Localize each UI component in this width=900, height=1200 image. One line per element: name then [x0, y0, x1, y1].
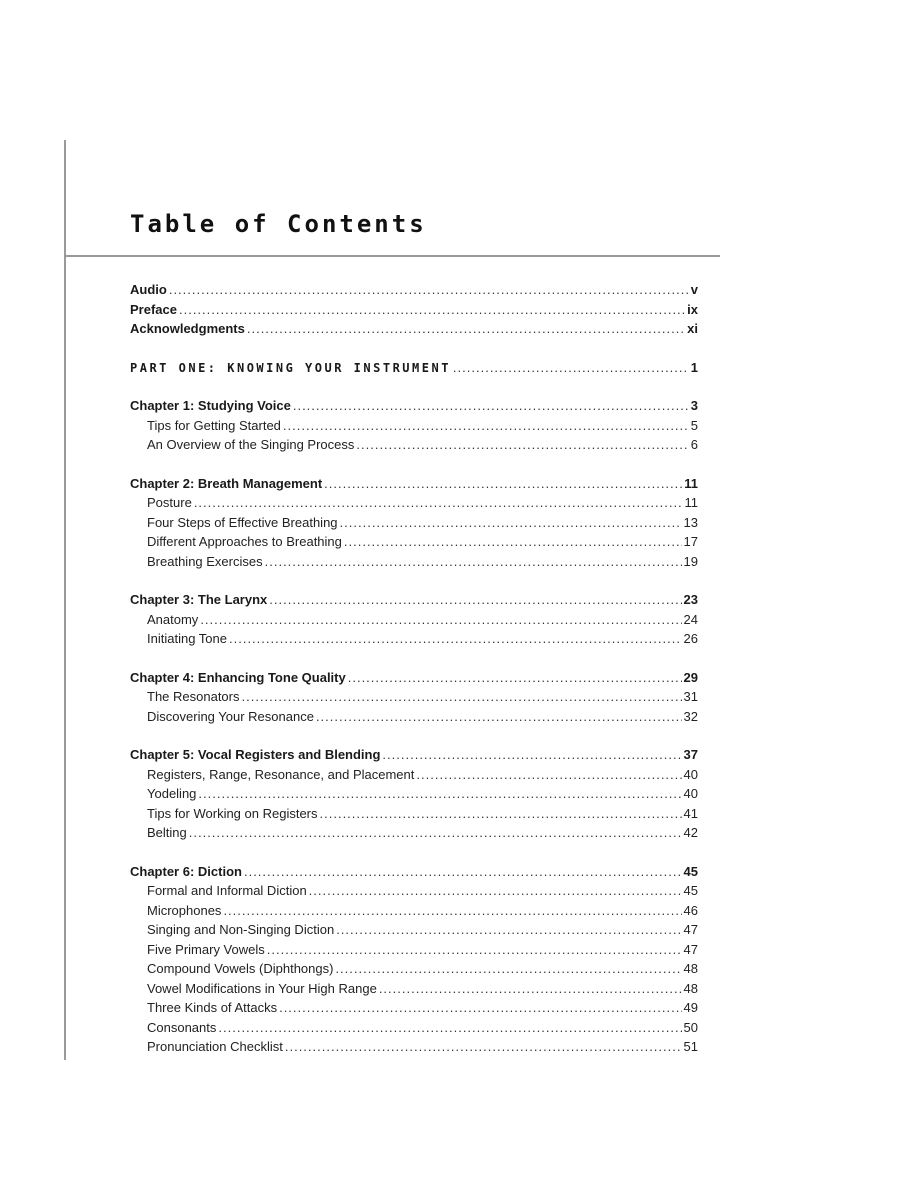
- toc-entry[interactable]: [130, 474, 698, 494]
- vertical-rule: [64, 140, 66, 1060]
- toc-page-number: 45: [683, 883, 698, 898]
- toc-group: [130, 474, 698, 572]
- toc-page-number: 48: [683, 961, 698, 976]
- toc-page-number: 46: [683, 902, 698, 918]
- toc-group: [130, 358, 698, 378]
- dot-leader: [340, 513, 682, 533]
- dot-leader: [356, 435, 688, 455]
- toc-subentry[interactable]: [130, 998, 698, 1018]
- toc-entry-label: Formal and Informal Diction: [147, 883, 307, 898]
- toc-page-number: 3: [690, 398, 698, 413]
- dot-leader: [309, 881, 682, 901]
- toc-entry-label: Anatomy: [147, 611, 199, 627]
- toc-page-number: 29: [683, 669, 698, 685]
- toc-entry-label: Breathing Exercises: [147, 553, 263, 569]
- toc-subentry[interactable]: [130, 823, 698, 843]
- dot-leader: [179, 300, 685, 320]
- horizontal-rule: [64, 255, 720, 257]
- toc-entry-label: Microphones: [147, 902, 222, 918]
- dot-leader: [200, 610, 681, 630]
- toc-subentry[interactable]: [130, 784, 698, 804]
- toc-entry[interactable]: [130, 319, 698, 339]
- toc-page-number: 26: [683, 631, 698, 646]
- toc-entry-label: Chapter 1: Studying Voice: [130, 398, 291, 413]
- toc-entry-label: Pronunciation Checklist: [147, 1039, 283, 1054]
- dot-leader: [453, 358, 689, 378]
- toc-page-number: 13: [683, 514, 698, 530]
- toc-page-number: ix: [687, 301, 698, 317]
- toc-entry-label: Audio: [130, 282, 167, 297]
- toc-entry-label: Compound Vowels (Diphthongs): [147, 961, 334, 976]
- toc-page-number: xi: [687, 321, 698, 336]
- dot-leader: [269, 590, 681, 610]
- toc-page-number: 24: [683, 611, 698, 627]
- dot-leader: [198, 784, 681, 804]
- dot-leader: [416, 765, 681, 785]
- toc-page-number: 45: [683, 863, 698, 879]
- toc-page-number: 50: [683, 1019, 698, 1035]
- toc-page-number: 49: [683, 1000, 698, 1015]
- toc-group: [130, 590, 698, 649]
- toc-entry[interactable]: [130, 300, 698, 320]
- dot-leader: [229, 629, 682, 649]
- toc-entry-label: Tips for Getting Started: [147, 417, 281, 433]
- dot-leader: [344, 532, 682, 552]
- dot-leader: [244, 862, 682, 882]
- toc-page-number: 48: [683, 980, 698, 996]
- toc-entry-label: Five Primary Vowels: [147, 941, 265, 957]
- toc-subentry[interactable]: [130, 979, 698, 999]
- toc-subentry[interactable]: [130, 959, 698, 979]
- toc-page-number: v: [690, 282, 698, 297]
- toc-entry[interactable]: [130, 280, 698, 300]
- toc-entry-label: PART ONE: KNOWING YOUR INSTRUMENT: [130, 360, 451, 375]
- toc-page-number: 47: [683, 941, 698, 957]
- toc-part-heading[interactable]: [130, 358, 698, 378]
- toc-group: [130, 862, 698, 1057]
- toc-subentry[interactable]: [130, 901, 698, 921]
- dot-leader: [218, 1018, 681, 1038]
- dot-leader: [285, 1037, 682, 1057]
- dot-leader: [336, 920, 681, 940]
- toc-entry-label: Chapter 5: Vocal Registers and Blending: [130, 747, 381, 762]
- toc-entry[interactable]: [130, 396, 698, 416]
- toc-entry[interactable]: [130, 668, 698, 688]
- toc-page-number: 5: [690, 417, 698, 433]
- toc-subentry[interactable]: [130, 416, 698, 436]
- toc-page-number: 23: [683, 592, 698, 607]
- dot-leader: [379, 979, 682, 999]
- dot-leader: [283, 416, 689, 436]
- dot-leader: [194, 493, 683, 513]
- dot-leader: [223, 901, 681, 921]
- toc-list: [130, 280, 698, 1076]
- toc-page-number: 19: [683, 553, 698, 569]
- toc-entry-label: Tips for Working on Registers: [147, 805, 318, 821]
- dot-leader: [279, 998, 681, 1018]
- toc-page-number: 42: [683, 825, 698, 840]
- toc-subentry[interactable]: [130, 940, 698, 960]
- toc-subentry[interactable]: [130, 552, 698, 572]
- dot-leader: [189, 823, 682, 843]
- toc-entry-label: Chapter 4: Enhancing Tone Quality: [130, 669, 346, 685]
- toc-subentry[interactable]: [130, 1018, 698, 1038]
- toc-entry-label: Four Steps of Effective Breathing: [147, 514, 338, 530]
- dot-leader: [335, 959, 681, 979]
- toc-subentry[interactable]: [130, 610, 698, 630]
- toc-entry-label: Chapter 2: Breath Management: [130, 475, 323, 491]
- dot-leader: [247, 319, 685, 339]
- toc-entry-label: Singing and Non-Singing Diction: [147, 922, 335, 937]
- toc-entry-label: Yodeling: [147, 786, 197, 801]
- toc-page-number: 1: [690, 359, 698, 375]
- toc-entry[interactable]: [130, 862, 698, 882]
- toc-entry-label: Consonants: [147, 1019, 217, 1035]
- toc-subentry[interactable]: [130, 435, 698, 455]
- page-title: Table of Contents: [130, 210, 427, 238]
- toc-page-number: 51: [683, 1039, 698, 1054]
- toc-subentry[interactable]: [130, 513, 698, 533]
- toc-entry-label: The Resonators: [147, 689, 240, 704]
- toc-entry-label: Posture: [147, 495, 192, 510]
- toc-subentry[interactable]: [130, 1037, 698, 1057]
- toc-entry-label: Discovering Your Resonance: [147, 708, 314, 724]
- toc-entry-label: Acknowledgments: [130, 321, 245, 336]
- toc-entry-label: Three Kinds of Attacks: [147, 1000, 278, 1015]
- toc-subentry[interactable]: [130, 687, 698, 707]
- toc-entry-label: Different Approaches to Breathing: [147, 534, 342, 549]
- toc-subentry[interactable]: [130, 920, 698, 940]
- toc-entry-label: Registers, Range, Resonance, and Placement: [147, 766, 415, 782]
- toc-page-number: 17: [683, 534, 698, 549]
- toc-page-number: 31: [683, 689, 698, 704]
- toc-subentry[interactable]: [130, 493, 698, 513]
- dot-leader: [293, 396, 689, 416]
- toc-entry-label: Vowel Modifications in Your High Range: [147, 980, 377, 996]
- toc-entry-label: An Overview of the Singing Process: [147, 437, 355, 452]
- dot-leader: [267, 940, 682, 960]
- toc-entry-label: Belting: [147, 825, 187, 840]
- toc-group: [130, 396, 698, 455]
- toc-entry[interactable]: [130, 590, 698, 610]
- toc-entry-label: Initiating Tone: [147, 631, 227, 646]
- toc-page-number: 6: [690, 437, 698, 452]
- dot-leader: [382, 745, 681, 765]
- toc-entry[interactable]: [130, 745, 698, 765]
- toc-page-number: 47: [683, 922, 698, 937]
- toc-page-number: 41: [683, 805, 698, 821]
- toc-subentry[interactable]: [130, 707, 698, 727]
- toc-entry-label: Preface: [130, 301, 177, 317]
- toc-page-number: 40: [683, 766, 698, 782]
- toc-entry-label: Chapter 6: Diction: [130, 863, 242, 879]
- toc-subentry[interactable]: [130, 804, 698, 824]
- dot-leader: [324, 474, 682, 494]
- toc-entry-label: Chapter 3: The Larynx: [130, 592, 268, 607]
- toc-page-number: 37: [683, 747, 698, 762]
- toc-subentry[interactable]: [130, 532, 698, 552]
- dot-leader: [316, 707, 682, 727]
- toc-subentry[interactable]: [130, 629, 698, 649]
- toc-page-number: 11: [684, 475, 698, 491]
- dot-leader: [265, 552, 682, 572]
- dot-leader: [320, 804, 682, 824]
- toc-group: [130, 668, 698, 727]
- toc-page-number: 11: [684, 495, 698, 510]
- toc-group: [130, 745, 698, 843]
- dot-leader: [242, 687, 682, 707]
- toc-page-number: 32: [683, 708, 698, 724]
- toc-subentry[interactable]: [130, 765, 698, 785]
- dot-leader: [169, 280, 689, 300]
- toc-page-number: 40: [683, 786, 698, 801]
- toc-group: [130, 280, 698, 339]
- toc-subentry[interactable]: [130, 881, 698, 901]
- dot-leader: [348, 668, 682, 688]
